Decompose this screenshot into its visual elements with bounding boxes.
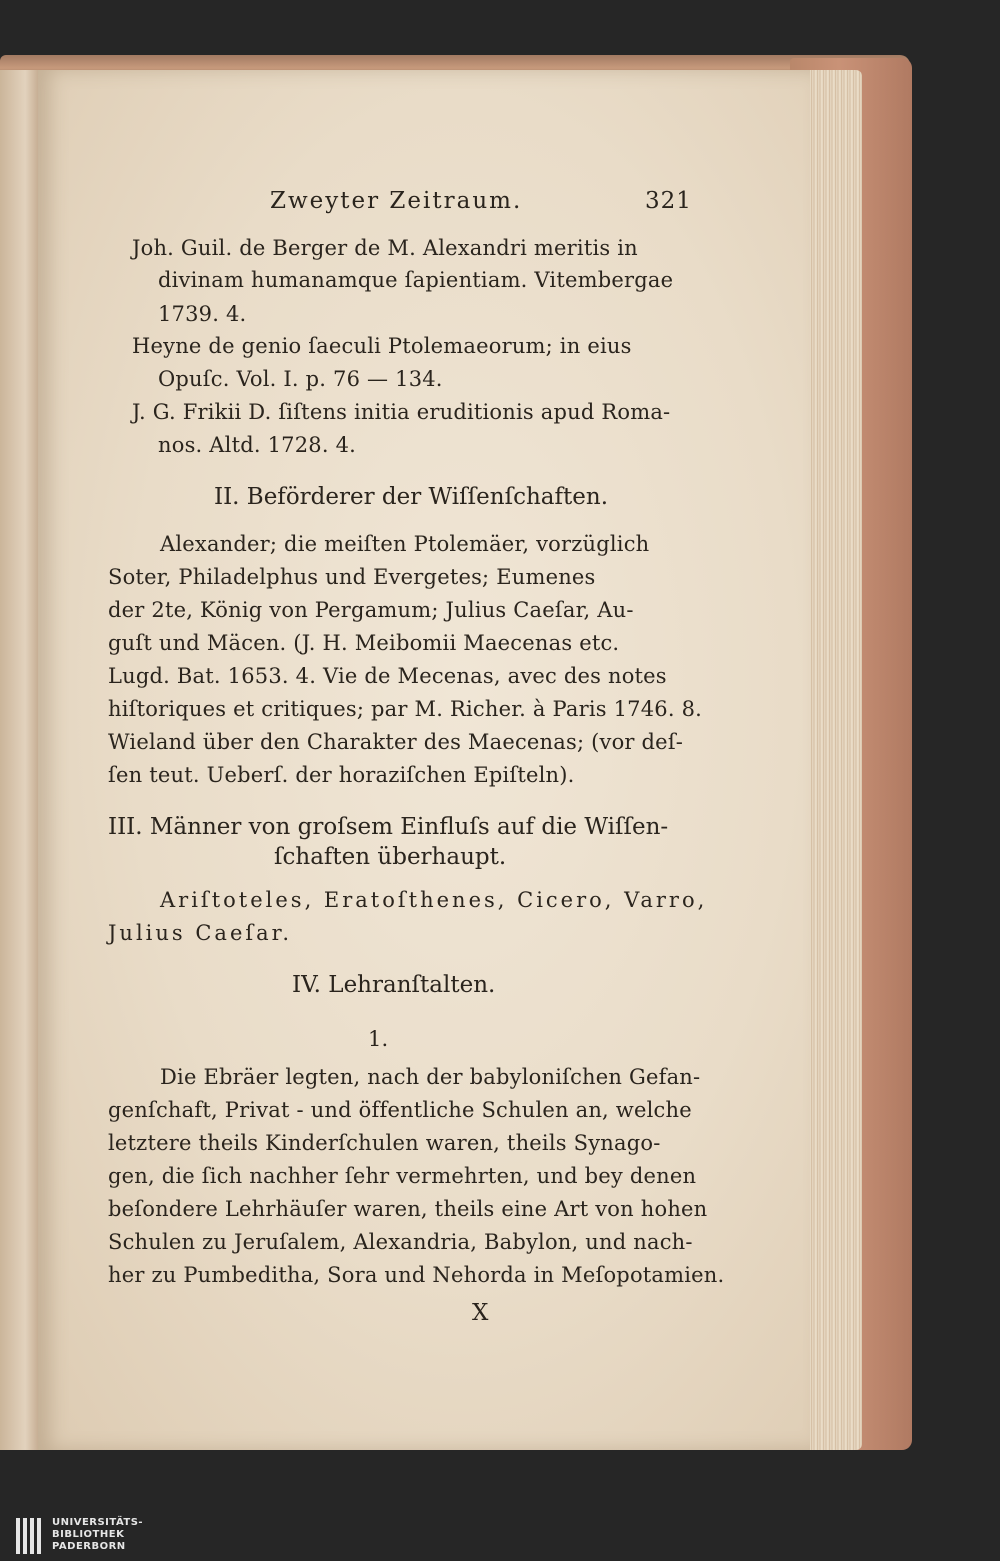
text-line: Joh. Guil. de Berger de M. Alexandri meritis in xyxy=(132,236,638,260)
logo-line: BIBLIOTHEK xyxy=(52,1529,125,1540)
running-head: Zweyter Zeitraum. xyxy=(270,188,523,214)
text-line: letztere theils Kinderſchulen waren, theils Synago- xyxy=(108,1131,661,1155)
footer-bar xyxy=(0,1510,1000,1561)
library-columns-icon xyxy=(14,1516,44,1556)
section-heading: II. Beförderer der Wiſſenſchaften. xyxy=(214,484,608,510)
page-number: 321 xyxy=(645,188,692,214)
text-line: her zu Pumbeditha, Sora und Nehorda in Meſopotamien. xyxy=(108,1263,725,1287)
facing-page-edge xyxy=(0,70,42,1450)
paragraph-number: 1. xyxy=(368,1027,389,1051)
text-line: Die Ebräer legten, nach der babyloniſchen Gefan- xyxy=(160,1065,701,1089)
text-line: Schulen zu Jeruſalem, Alexandria, Babylon, und nach- xyxy=(108,1230,693,1254)
text-line: guſt und Mäcen. (J. H. Meibomii Maecenas etc. xyxy=(108,631,620,655)
book-page xyxy=(38,70,810,1450)
text-line: Wieland über den Charakter des Maecenas; (vor deſ- xyxy=(108,730,684,754)
text-line: 1739. 4. xyxy=(158,302,247,326)
text-line: Lugd. Bat. 1653. 4. Vie de Mecenas, avec des notes xyxy=(108,664,667,688)
text-line: der 2te, König von Pergamum; Julius Caeſar, Au- xyxy=(108,598,634,622)
text-line: Julius Caeſar. xyxy=(108,921,293,945)
library-logo-text xyxy=(52,1517,143,1553)
text-line: ſen teut. Ueberſ. der horaziſchen Epiſteln). xyxy=(108,763,575,787)
text-line: Opuſc. Vol. I. p. 76 — 134. xyxy=(158,367,443,391)
text-line: beſondere Lehrhäuſer waren, theils eine Art von hohen xyxy=(108,1197,708,1221)
text-line: hiſtoriques et critiques; par M. Richer. à Paris 1746. 8. xyxy=(108,697,703,721)
logo-line: UNIVERSITÄTS- xyxy=(52,1517,144,1528)
signature-mark: X xyxy=(472,1300,489,1326)
text-line: Soter, Philadelphus und Evergetes; Eumenes xyxy=(108,565,596,589)
text-line: Heyne de genio ſaeculi Ptolemaeorum; in eius xyxy=(132,334,632,358)
section-heading: IV. Lehranſtalten. xyxy=(292,972,496,998)
text-line: J. G. Frikii D. ſiſtens initia eruditionis apud Roma- xyxy=(132,400,671,424)
text-line: genſchaft, Privat - und öffentliche Schulen an, welche xyxy=(108,1098,692,1122)
text-line: gen, die ſich nachher ſehr vermehrten, und bey denen xyxy=(108,1164,697,1188)
section-heading-continued: ſchaften überhaupt. xyxy=(274,844,507,870)
text-line: Alexander; die meiſten Ptolemäer, vorzüglich xyxy=(160,532,650,556)
text-line: divinam humanamque ſapientiam. Vitembergae xyxy=(158,268,674,292)
section-heading: III. Männer von groſsem Einfluſs auf die Wiſſen- xyxy=(108,814,669,840)
text-line: nos. Altd. 1728. 4. xyxy=(158,433,357,457)
logo-line: PADERBORN xyxy=(52,1541,126,1552)
text-line: Ariſtoteles, Eratoſthenes, Cicero, Varro, xyxy=(160,888,708,912)
page-text xyxy=(38,70,810,1450)
